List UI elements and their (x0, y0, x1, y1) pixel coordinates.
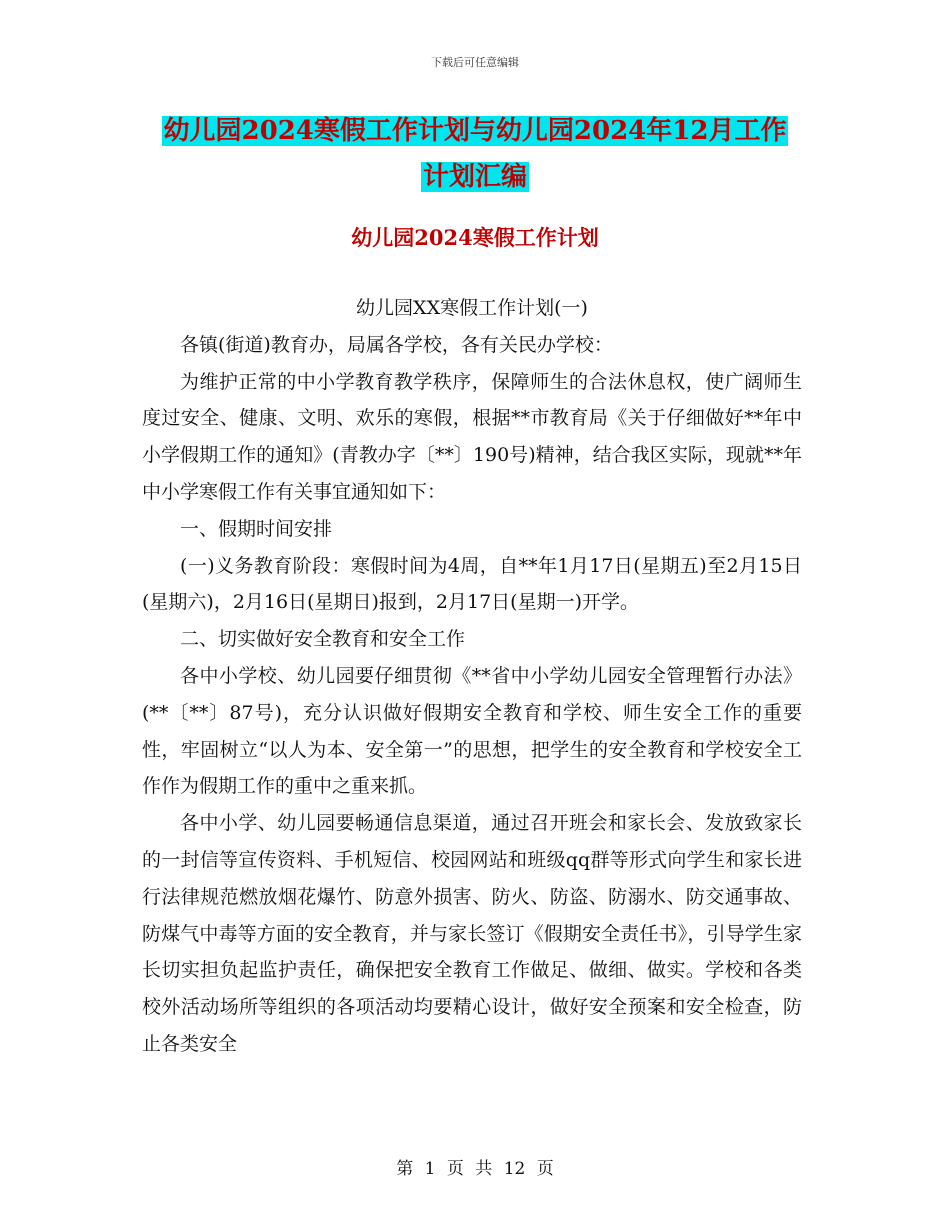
header-note: 下载后可任意编辑 (431, 56, 519, 69)
title-line-2: 计划汇编 (422, 162, 527, 192)
title-line-1: 幼儿园2024寒假工作计划与幼儿园2024年12月工作 (163, 116, 787, 146)
heading-holiday-schedule: 一、假期时间安排 (180, 517, 333, 540)
paragraph-safety-education: 各中小学、幼儿园要畅通信息渠道，通过召开班会和家长会、发放致家长的一封信等宣传资料、手机短信、校园网站和班级qq群等形式向学生和家长进行法律规范燃放烟花爆竹、防意外损害、防火、防盗、防溺水、防交通事故、防煤气中毒等方面的安全教育，并与家长签订《假期安全责任书》，引导学生家长切实担负起监护责任，确保把安全教育工作做足、做细、做实。学校和各类校外活动场所等组织的各项活动均要精心设计，做好安全预案和安全检查，防止各类安全 (142, 812, 802, 1055)
paragraph-compulsory-education: (一)义务教育阶段：寒假时间为4周，自**年1月17日(星期五)至2月15日(星期六)，2月16日(星期日)报到，2月17日(星期一)开学。 (142, 554, 802, 614)
subtitle: 幼儿园XX寒假工作计划(一) (356, 297, 588, 319)
heading-safety-work: 二、切实做好安全教育和安全工作 (180, 628, 466, 651)
paragraph-salutation: 各镇(街道)教育办，局属各学校，各有关民办学校： (180, 333, 613, 356)
document-title (0, 108, 950, 200)
paragraph-safety-regulations: 各中小学校、幼儿园要仔细贯彻《**省中小学幼儿园安全管理暂行办法》(**〔**〕87号)，充分认识做好假期安全教育和学校、师生安全工作的重要性，牢固树立“以人为本、安全第一”的思想，把学生的安全教育和学校安全工作作为假期工作的重中之重来抓。 (142, 664, 802, 798)
document-body (142, 290, 802, 1063)
section-title: 幼儿园2024寒假工作计划 (351, 225, 599, 250)
paragraph-intro: 为维护正常的中小学教育教学秩序，保障师生的合法休息权，使广阔师生度过安全、健康、文明、欢乐的寒假，根据**市教育局《关于仔细做好**年中小学假期工作的通知》(青教办字〔**〕190号)精神，结合我区实际，现就**年中小学寒假工作有关事宜通知如下： (142, 370, 802, 503)
page-footer: 第 1 页 共 12 页 (396, 1159, 554, 1179)
